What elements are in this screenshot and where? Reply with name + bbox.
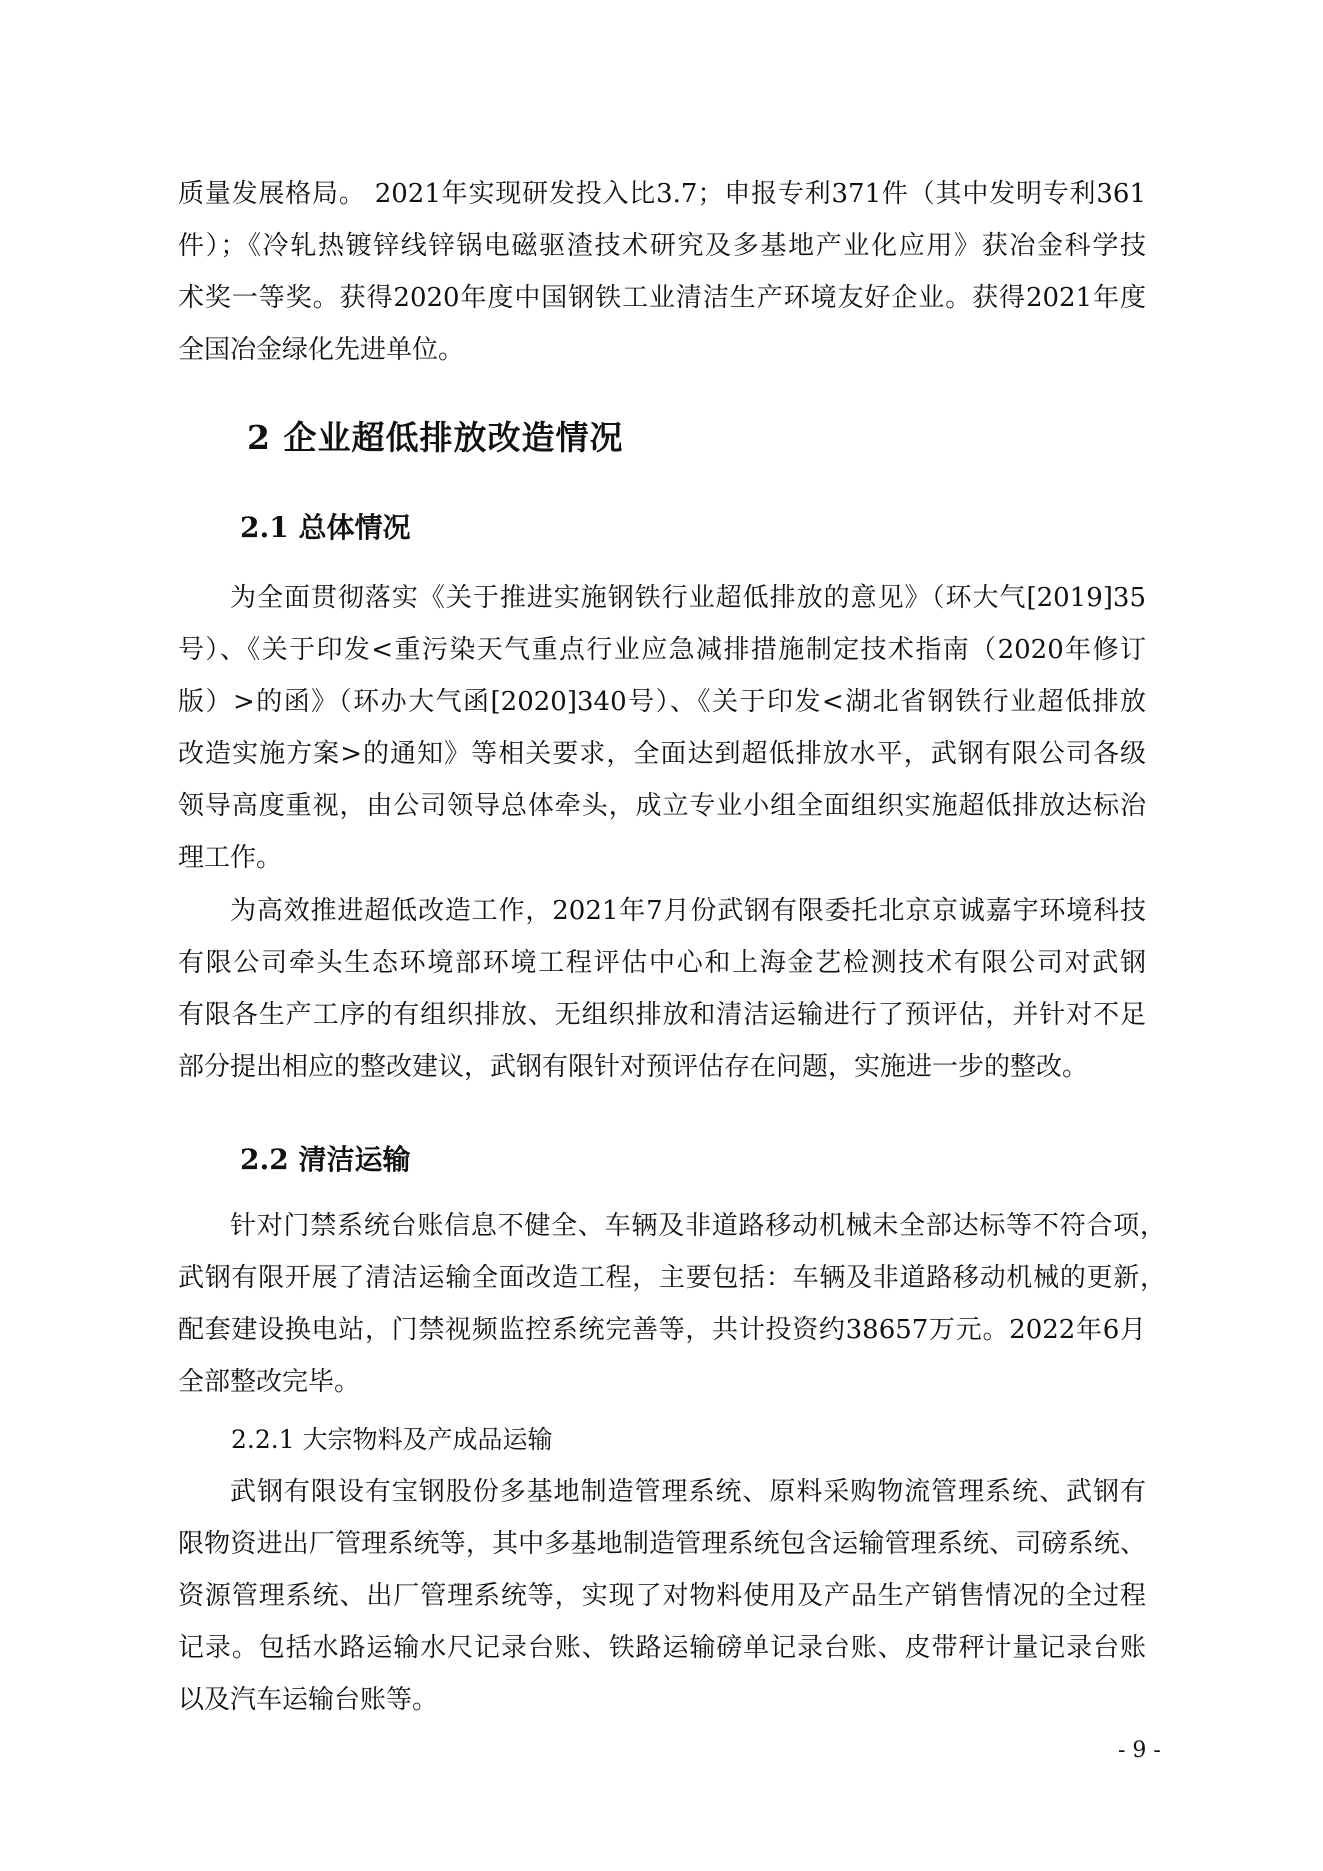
s21-p1-line-6: 理工作。 [178, 843, 283, 873]
s21-p1-line-1: 为全面贯彻落实《关于推进实施钢铁行业超低排放的意见》（环大气[2019]35 [230, 583, 1146, 613]
s22-p1-line-4: 全部整改完毕。 [178, 1367, 361, 1397]
section-2-2-1-heading: 2.2.1 大宗物料及产成品运输 [231, 1425, 553, 1454]
s21-p1-line-3: 版）>的函》（环办大气函[2020]340号）、《关于印发<湖北省钢铁行业超低排放 [178, 687, 1146, 717]
s22-p1-line-3: 配套建设换电站，门禁视频监控系统完善等，共计投资约38657万元。2022年6月 [178, 1315, 1146, 1345]
section-2-2-heading: 2.2 清洁运输 [240, 1143, 411, 1176]
s221-p1-line-2: 限物资进出厂管理系统等，其中多基地制造管理系统包含运输管理系统、司磅系统、 [178, 1529, 1146, 1559]
s21-p2-line-4: 部分提出相应的整改建议，武钢有限针对预评估存在问题，实施进一步的整改。 [178, 1052, 1089, 1082]
s22-p1-line-2: 武钢有限开展了清洁运输全面改造工程，主要包括：车辆及非道路移动机械的更新， [178, 1263, 1166, 1293]
s22-p1-line-1: 针对门禁系统台账信息不健全、车辆及非道路移动机械未全部达标等不符合项， [230, 1211, 1166, 1241]
intro-line-3: 术奖一等奖。获得2020年度中国钢铁工业清洁生产环境友好企业。获得2021年度 [178, 283, 1146, 313]
page-number: - 9 - [1118, 1738, 1161, 1763]
intro-line-1: 质量发展格局。 2021年实现研发投入比3.7；申报专利371件（其中发明专利361 [178, 179, 1146, 209]
s21-p1-line-4: 改造实施方案>的通知》等相关要求，全面达到超低排放水平，武钢有限公司各级 [178, 739, 1146, 769]
s21-p2-line-2: 有限公司牵头生态环境部环境工程评估中心和上海金艺检测技术有限公司对武钢 [178, 948, 1146, 978]
intro-line-4: 全国冶金绿化先进单位。 [178, 335, 465, 365]
s221-p1-line-4: 记录。包括水路运输水尺记录台账、铁路运输磅单记录台账、皮带秤计量记录台账 [178, 1633, 1146, 1663]
s21-p2-line-1: 为高效推进超低改造工作，2021年7月份武钢有限委托北京京诚嘉宇环境科技 [230, 896, 1146, 926]
s21-p2-line-3: 有限各生产工序的有组织排放、无组织排放和清洁运输进行了预评估，并针对不足 [178, 1000, 1146, 1030]
s221-p1-line-3: 资源管理系统、出厂管理系统等，实现了对物料使用及产品生产销售情况的全过程 [178, 1581, 1146, 1611]
s21-p1-line-5: 领导高度重视，由公司领导总体牵头，成立专业小组全面组织实施超低排放达标治 [178, 791, 1146, 821]
s221-p1-line-1: 武钢有限设有宝钢股份多基地制造管理系统、原料采购物流管理系统、武钢有 [230, 1477, 1146, 1507]
intro-line-2: 件）；《冷轧热镀锌线锌锅电磁驱渣技术研究及多基地产业化应用》获冶金科学技 [178, 231, 1146, 261]
s221-p1-line-5: 以及汽车运输台账等。 [178, 1685, 439, 1715]
section-2-1-heading: 2.1 总体情况 [240, 511, 411, 544]
s21-p1-line-2: 号）、《关于印发<重污染天气重点行业应急减排措施制定技术指南（2020年修订 [178, 635, 1146, 665]
section-2-heading: 2 企业超低排放改造情况 [247, 418, 624, 457]
